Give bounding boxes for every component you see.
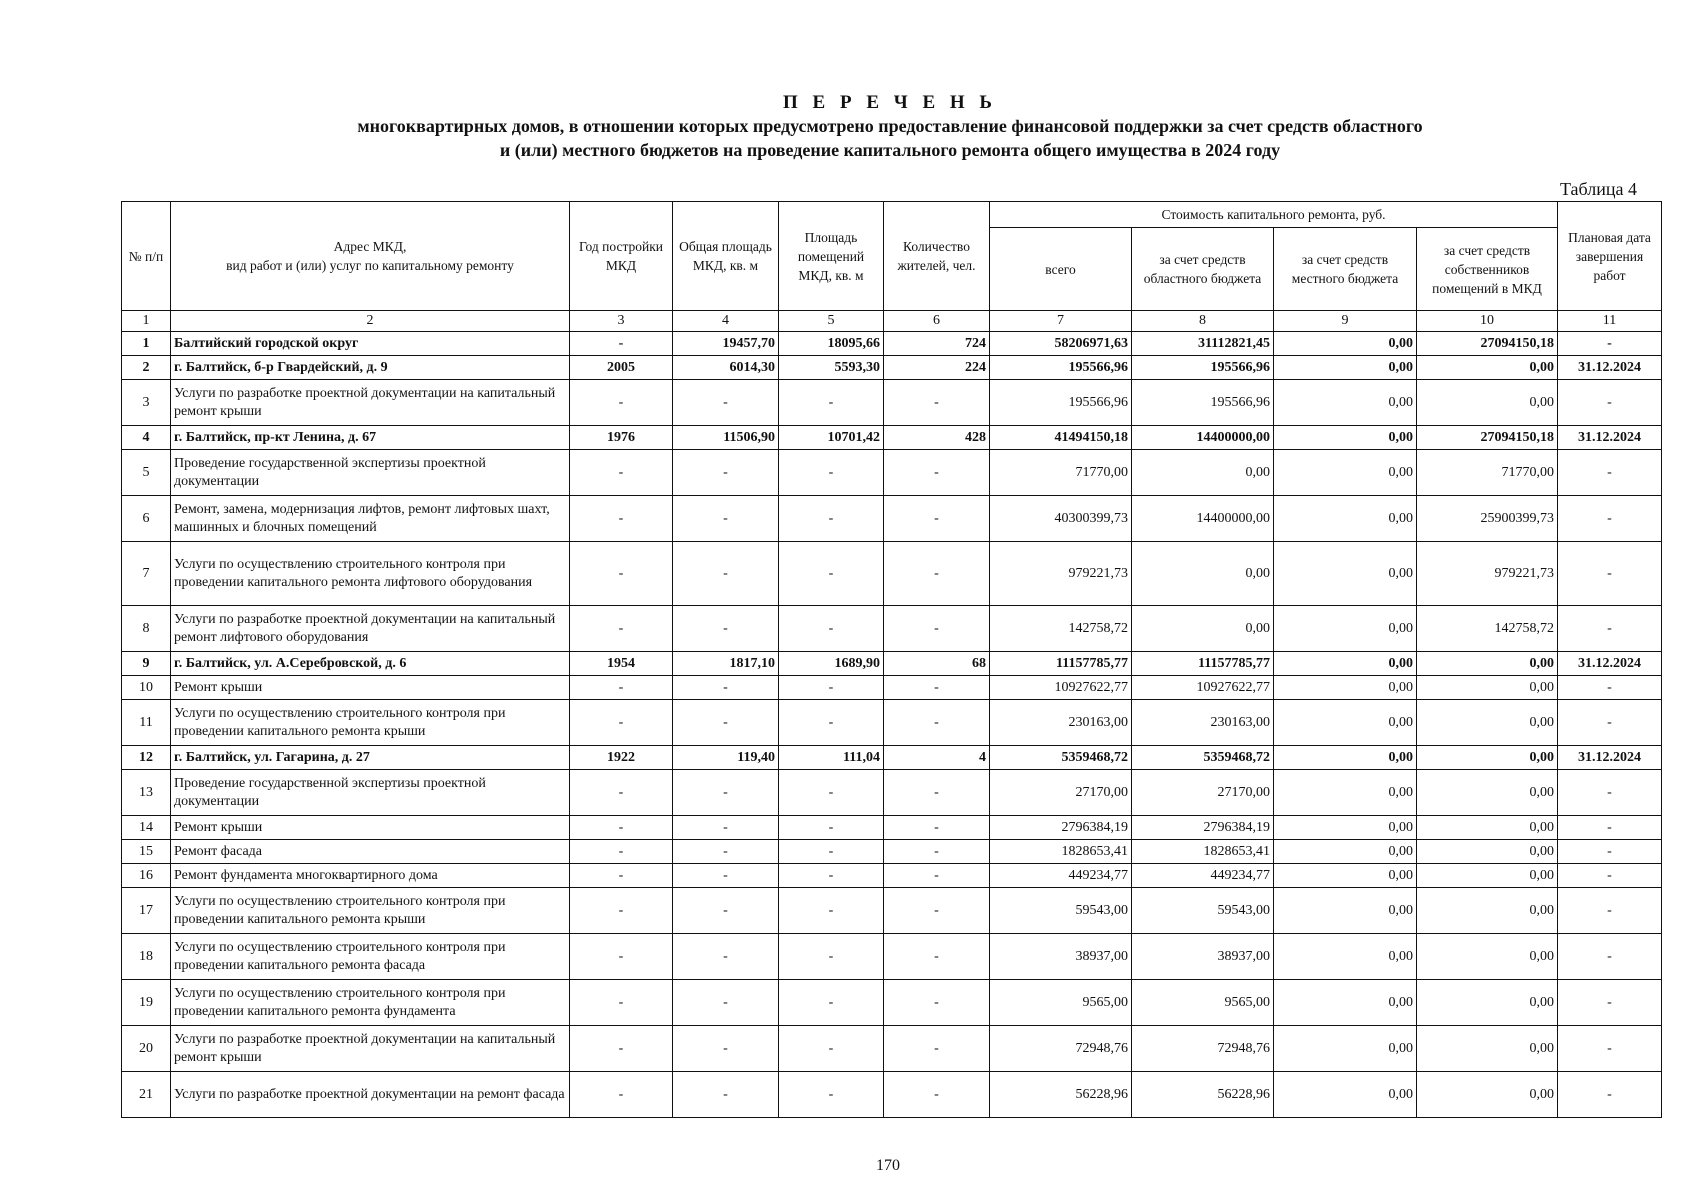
row-total-area: -: [673, 840, 779, 864]
row-premises-area: -: [779, 770, 884, 816]
row-no: 6: [122, 496, 171, 542]
row-year: -: [570, 980, 673, 1026]
header-cost-owners: за счет средств собственников помещений в МКД: [1417, 228, 1558, 311]
row-no: 17: [122, 888, 171, 934]
row-cost-regional: 31112821,45: [1132, 332, 1274, 356]
row-year: -: [570, 542, 673, 606]
row-year: 1922: [570, 746, 673, 770]
header-total-area: Общая площадь МКД, кв. м: [673, 202, 779, 311]
table-row: [122, 864, 1662, 888]
row-residents: -: [884, 606, 990, 652]
row-cost-owners: 27094150,18: [1417, 426, 1558, 450]
row-residents: 224: [884, 356, 990, 380]
row-total-area: 6014,30: [673, 356, 779, 380]
row-cost-regional: 0,00: [1132, 542, 1274, 606]
row-cost-total: 1828653,41: [990, 840, 1132, 864]
row-name: Услуги по разработке проектной документации на капитальный ремонт крыши: [171, 380, 570, 426]
table-row: [122, 606, 1662, 652]
row-premises-area: -: [779, 1072, 884, 1118]
row-cost-local: 0,00: [1274, 770, 1417, 816]
table-row: [122, 542, 1662, 606]
row-planned-date: -: [1558, 980, 1662, 1026]
row-premises-area: -: [779, 450, 884, 496]
row-cost-owners: 0,00: [1417, 840, 1558, 864]
table-row: [122, 450, 1662, 496]
row-total-area: -: [673, 1072, 779, 1118]
row-cost-total: 27170,00: [990, 770, 1132, 816]
column-number: 7: [990, 311, 1132, 332]
row-residents: -: [884, 770, 990, 816]
row-total-area: -: [673, 450, 779, 496]
column-number: 3: [570, 311, 673, 332]
column-number: 2: [171, 311, 570, 332]
document-title: П Е Р Е Ч Е Н Ь: [783, 92, 997, 113]
table-row: [122, 652, 1662, 676]
page-number: 170: [876, 1157, 900, 1174]
row-name: Услуги по осуществлению строительного контроля при проведении капитального ремонта фасада: [171, 934, 570, 980]
row-no: 4: [122, 426, 171, 450]
row-premises-area: 111,04: [779, 746, 884, 770]
row-cost-regional: 14400000,00: [1132, 496, 1274, 542]
row-planned-date: -: [1558, 934, 1662, 980]
table-row: [122, 426, 1662, 450]
row-cost-total: 71770,00: [990, 450, 1132, 496]
row-cost-local: 0,00: [1274, 450, 1417, 496]
row-no: 11: [122, 700, 171, 746]
row-year: -: [570, 700, 673, 746]
row-cost-total: 41494150,18: [990, 426, 1132, 450]
header-cost-regional: за счет средств областного бюджета: [1132, 228, 1274, 311]
document-subtitle-line2: и (или) местного бюджетов на проведение капитального ремонта общего имущества в 2024 году: [499, 140, 1281, 160]
row-cost-regional: 38937,00: [1132, 934, 1274, 980]
column-number-row: [122, 311, 1662, 332]
row-cost-owners: 0,00: [1417, 356, 1558, 380]
row-name: Проведение государственной экспертизы проектной документации: [171, 450, 570, 496]
header-cost-local: за счет средств местного бюджета: [1274, 228, 1417, 311]
row-cost-owners: 0,00: [1417, 864, 1558, 888]
row-no: 19: [122, 980, 171, 1026]
row-total-area: -: [673, 606, 779, 652]
row-cost-total: 2796384,19: [990, 816, 1132, 840]
row-cost-owners: 0,00: [1417, 770, 1558, 816]
row-cost-owners: 0,00: [1417, 816, 1558, 840]
row-cost-owners: 0,00: [1417, 934, 1558, 980]
row-cost-local: 0,00: [1274, 840, 1417, 864]
row-no: 10: [122, 676, 171, 700]
row-no: 13: [122, 770, 171, 816]
row-no: 20: [122, 1026, 171, 1072]
row-cost-local: 0,00: [1274, 980, 1417, 1026]
column-number: 1: [122, 311, 171, 332]
row-cost-regional: 0,00: [1132, 606, 1274, 652]
column-number: 11: [1558, 311, 1662, 332]
row-cost-owners: 0,00: [1417, 380, 1558, 426]
row-cost-local: 0,00: [1274, 746, 1417, 770]
row-name: Услуги по осуществлению строительного контроля при проведении капитального ремонта лифтового оборудования: [171, 542, 570, 606]
row-name: Услуги по осуществлению строительного контроля при проведении капитального ремонта фундамента: [171, 980, 570, 1026]
row-name: г. Балтийск, б-р Гвардейский, д. 9: [171, 356, 570, 380]
row-total-area: 11506,90: [673, 426, 779, 450]
row-cost-total: 5359468,72: [990, 746, 1132, 770]
row-year: -: [570, 450, 673, 496]
row-planned-date: -: [1558, 888, 1662, 934]
row-cost-local: 0,00: [1274, 934, 1417, 980]
row-name: Ремонт фундамента многоквартирного дома: [171, 864, 570, 888]
column-number: 4: [673, 311, 779, 332]
table-row: [122, 888, 1662, 934]
row-cost-local: 0,00: [1274, 380, 1417, 426]
row-cost-regional: 72948,76: [1132, 1026, 1274, 1072]
row-total-area: -: [673, 934, 779, 980]
header-cost-total: всего: [990, 228, 1132, 311]
row-premises-area: -: [779, 542, 884, 606]
row-year: 1976: [570, 426, 673, 450]
table-row: [122, 332, 1662, 356]
row-planned-date: -: [1558, 332, 1662, 356]
row-cost-local: 0,00: [1274, 496, 1417, 542]
column-number: 8: [1132, 311, 1274, 332]
table-row: [122, 356, 1662, 380]
table-row: [122, 980, 1662, 1026]
row-residents: -: [884, 700, 990, 746]
row-cost-local: 0,00: [1274, 1026, 1417, 1072]
row-cost-owners: 0,00: [1417, 980, 1558, 1026]
row-cost-total: 59543,00: [990, 888, 1132, 934]
row-total-area: -: [673, 770, 779, 816]
row-cost-owners: 0,00: [1417, 1026, 1558, 1072]
column-number: 9: [1274, 311, 1417, 332]
row-no: 15: [122, 840, 171, 864]
row-total-area: -: [673, 980, 779, 1026]
row-total-area: 19457,70: [673, 332, 779, 356]
row-residents: 4: [884, 746, 990, 770]
row-residents: -: [884, 1072, 990, 1118]
row-planned-date: 31.12.2024: [1558, 652, 1662, 676]
row-residents: -: [884, 542, 990, 606]
row-cost-regional: 56228,96: [1132, 1072, 1274, 1118]
row-name: Услуги по разработке проектной документации на капитальный ремонт лифтового оборудования: [171, 606, 570, 652]
row-cost-local: 0,00: [1274, 816, 1417, 840]
row-year: -: [570, 496, 673, 542]
row-planned-date: -: [1558, 816, 1662, 840]
row-year: -: [570, 864, 673, 888]
row-cost-local: 0,00: [1274, 888, 1417, 934]
column-number: 6: [884, 311, 990, 332]
table-row: [122, 840, 1662, 864]
row-residents: -: [884, 934, 990, 980]
row-year: -: [570, 606, 673, 652]
row-planned-date: -: [1558, 542, 1662, 606]
row-cost-local: 0,00: [1274, 332, 1417, 356]
row-name: Балтийский городской округ: [171, 332, 570, 356]
row-name: Проведение государственной экспертизы проектной документации: [171, 770, 570, 816]
row-cost-total: 142758,72: [990, 606, 1132, 652]
row-year: 1954: [570, 652, 673, 676]
row-residents: 428: [884, 426, 990, 450]
row-cost-owners: 25900399,73: [1417, 496, 1558, 542]
row-cost-regional: 59543,00: [1132, 888, 1274, 934]
row-residents: -: [884, 1026, 990, 1072]
row-cost-regional: 195566,96: [1132, 356, 1274, 380]
row-cost-owners: 0,00: [1417, 888, 1558, 934]
row-cost-regional: 0,00: [1132, 450, 1274, 496]
row-no: 16: [122, 864, 171, 888]
row-cost-total: 58206971,63: [990, 332, 1132, 356]
column-number: 5: [779, 311, 884, 332]
row-planned-date: -: [1558, 676, 1662, 700]
row-cost-local: 0,00: [1274, 356, 1417, 380]
row-residents: -: [884, 816, 990, 840]
row-name: Ремонт крыши: [171, 676, 570, 700]
document-title-block: [0, 92, 1697, 162]
header-no: № п/п: [122, 202, 171, 311]
row-year: 2005: [570, 356, 673, 380]
row-premises-area: -: [779, 816, 884, 840]
row-year: -: [570, 816, 673, 840]
header-year: Год постройки МКД: [570, 202, 673, 311]
header-residents: Количество жителей, чел.: [884, 202, 990, 311]
row-total-area: -: [673, 700, 779, 746]
row-name: Услуги по осуществлению строительного контроля при проведении капитального ремонта крыши: [171, 700, 570, 746]
row-cost-total: 195566,96: [990, 356, 1132, 380]
row-residents: -: [884, 450, 990, 496]
row-cost-local: 0,00: [1274, 542, 1417, 606]
row-cost-regional: 11157785,77: [1132, 652, 1274, 676]
row-premises-area: -: [779, 700, 884, 746]
table-row: [122, 380, 1662, 426]
row-planned-date: -: [1558, 1026, 1662, 1072]
row-cost-local: 0,00: [1274, 606, 1417, 652]
row-cost-total: 195566,96: [990, 380, 1132, 426]
row-cost-total: 10927622,77: [990, 676, 1132, 700]
table-row: [122, 770, 1662, 816]
row-year: -: [570, 332, 673, 356]
row-planned-date: -: [1558, 450, 1662, 496]
row-cost-regional: 14400000,00: [1132, 426, 1274, 450]
row-total-area: -: [673, 542, 779, 606]
row-cost-owners: 0,00: [1417, 676, 1558, 700]
row-no: 21: [122, 1072, 171, 1118]
row-planned-date: -: [1558, 770, 1662, 816]
row-no: 12: [122, 746, 171, 770]
row-planned-date: 31.12.2024: [1558, 356, 1662, 380]
table-label: Таблица 4: [1560, 179, 1637, 199]
row-no: 2: [122, 356, 171, 380]
row-planned-date: -: [1558, 1072, 1662, 1118]
table-row: [122, 746, 1662, 770]
row-residents: -: [884, 888, 990, 934]
row-planned-date: -: [1558, 380, 1662, 426]
row-no: 8: [122, 606, 171, 652]
row-planned-date: 31.12.2024: [1558, 426, 1662, 450]
row-no: 14: [122, 816, 171, 840]
row-planned-date: 31.12.2024: [1558, 746, 1662, 770]
row-cost-local: 0,00: [1274, 864, 1417, 888]
row-premises-area: -: [779, 676, 884, 700]
row-premises-area: -: [779, 840, 884, 864]
header-planned-date: Плановая дата завершения работ: [1558, 202, 1662, 311]
row-cost-local: 0,00: [1274, 426, 1417, 450]
row-no: 9: [122, 652, 171, 676]
row-cost-regional: 230163,00: [1132, 700, 1274, 746]
row-no: 3: [122, 380, 171, 426]
row-name: Ремонт крыши: [171, 816, 570, 840]
table-row: [122, 1026, 1662, 1072]
row-total-area: -: [673, 888, 779, 934]
row-cost-owners: 0,00: [1417, 746, 1558, 770]
row-total-area: -: [673, 380, 779, 426]
table-row: [122, 816, 1662, 840]
row-cost-total: 40300399,73: [990, 496, 1132, 542]
row-premises-area: -: [779, 864, 884, 888]
row-name: Услуги по осуществлению строительного контроля при проведении капитального ремонта крыши: [171, 888, 570, 934]
row-premises-area: -: [779, 934, 884, 980]
row-year: -: [570, 934, 673, 980]
row-residents: 68: [884, 652, 990, 676]
row-cost-regional: 9565,00: [1132, 980, 1274, 1026]
table-row: [122, 496, 1662, 542]
document-subtitle-line1: многоквартирных домов, в отношении которых предусмотрено предоставление финансовой поддержки за счет средств областного: [357, 116, 1423, 136]
row-residents: -: [884, 676, 990, 700]
row-premises-area: -: [779, 380, 884, 426]
row-cost-owners: 0,00: [1417, 1072, 1558, 1118]
row-cost-regional: 195566,96: [1132, 380, 1274, 426]
table-row: [122, 1072, 1662, 1118]
row-total-area: 1817,10: [673, 652, 779, 676]
row-premises-area: 1689,90: [779, 652, 884, 676]
row-residents: -: [884, 380, 990, 426]
row-name: Ремонт, замена, модернизация лифтов, ремонт лифтовых шахт, машинных и блочных помещений: [171, 496, 570, 542]
row-name: Услуги по разработке проектной документации на ремонт фасада: [171, 1072, 570, 1118]
row-cost-local: 0,00: [1274, 700, 1417, 746]
row-cost-local: 0,00: [1274, 1072, 1417, 1118]
header-premises-area: Площадь помещений МКД, кв. м: [779, 202, 884, 311]
row-year: -: [570, 676, 673, 700]
row-cost-total: 230163,00: [990, 700, 1132, 746]
row-year: -: [570, 888, 673, 934]
row-premises-area: 18095,66: [779, 332, 884, 356]
row-total-area: -: [673, 1026, 779, 1072]
row-cost-regional: 5359468,72: [1132, 746, 1274, 770]
row-planned-date: -: [1558, 496, 1662, 542]
row-total-area: -: [673, 676, 779, 700]
table-row: [122, 700, 1662, 746]
row-year: -: [570, 770, 673, 816]
row-cost-owners: 0,00: [1417, 652, 1558, 676]
row-planned-date: -: [1558, 606, 1662, 652]
row-total-area: -: [673, 864, 779, 888]
row-no: 18: [122, 934, 171, 980]
row-cost-total: 38937,00: [990, 934, 1132, 980]
row-cost-regional: 27170,00: [1132, 770, 1274, 816]
table-row: [122, 934, 1662, 980]
header-address: Адрес МКД, вид работ и (или) услуг по капитальному ремонту: [171, 202, 570, 311]
row-cost-regional: 1828653,41: [1132, 840, 1274, 864]
row-residents: -: [884, 840, 990, 864]
row-premises-area: -: [779, 888, 884, 934]
row-no: 5: [122, 450, 171, 496]
row-cost-owners: 0,00: [1417, 700, 1558, 746]
row-year: -: [570, 1072, 673, 1118]
row-cost-regional: 10927622,77: [1132, 676, 1274, 700]
row-name: г. Балтийск, ул. Гагарина, д. 27: [171, 746, 570, 770]
row-cost-local: 0,00: [1274, 652, 1417, 676]
row-no: 7: [122, 542, 171, 606]
column-number: 10: [1417, 311, 1558, 332]
row-cost-owners: 979221,73: [1417, 542, 1558, 606]
row-premises-area: 10701,42: [779, 426, 884, 450]
row-cost-total: 9565,00: [990, 980, 1132, 1026]
row-name: Ремонт фасада: [171, 840, 570, 864]
table-row: [122, 676, 1662, 700]
row-total-area: -: [673, 496, 779, 542]
row-premises-area: -: [779, 496, 884, 542]
row-cost-regional: 449234,77: [1132, 864, 1274, 888]
row-name: г. Балтийск, пр-кт Ленина, д. 67: [171, 426, 570, 450]
row-cost-total: 979221,73: [990, 542, 1132, 606]
row-cost-total: 56228,96: [990, 1072, 1132, 1118]
row-year: -: [570, 840, 673, 864]
row-no: 1: [122, 332, 171, 356]
row-cost-total: 11157785,77: [990, 652, 1132, 676]
row-premises-area: -: [779, 1026, 884, 1072]
row-cost-total: 72948,76: [990, 1026, 1132, 1072]
row-name: г. Балтийск, ул. А.Серебровской, д. 6: [171, 652, 570, 676]
row-premises-area: -: [779, 980, 884, 1026]
row-cost-regional: 2796384,19: [1132, 816, 1274, 840]
row-residents: -: [884, 496, 990, 542]
row-cost-total: 449234,77: [990, 864, 1132, 888]
row-year: -: [570, 380, 673, 426]
row-residents: -: [884, 980, 990, 1026]
header-cost-group: Стоимость капитального ремонта, руб.: [990, 202, 1558, 228]
row-residents: -: [884, 864, 990, 888]
row-residents: 724: [884, 332, 990, 356]
row-total-area: -: [673, 816, 779, 840]
row-cost-owners: 71770,00: [1417, 450, 1558, 496]
row-total-area: 119,40: [673, 746, 779, 770]
row-cost-owners: 142758,72: [1417, 606, 1558, 652]
row-name: Услуги по разработке проектной документации на капитальный ремонт крыши: [171, 1026, 570, 1072]
row-planned-date: -: [1558, 840, 1662, 864]
row-planned-date: -: [1558, 864, 1662, 888]
row-cost-local: 0,00: [1274, 676, 1417, 700]
row-planned-date: -: [1558, 700, 1662, 746]
row-premises-area: 5593,30: [779, 356, 884, 380]
row-year: -: [570, 1026, 673, 1072]
repair-table: [121, 201, 1662, 1118]
row-cost-owners: 27094150,18: [1417, 332, 1558, 356]
row-premises-area: -: [779, 606, 884, 652]
